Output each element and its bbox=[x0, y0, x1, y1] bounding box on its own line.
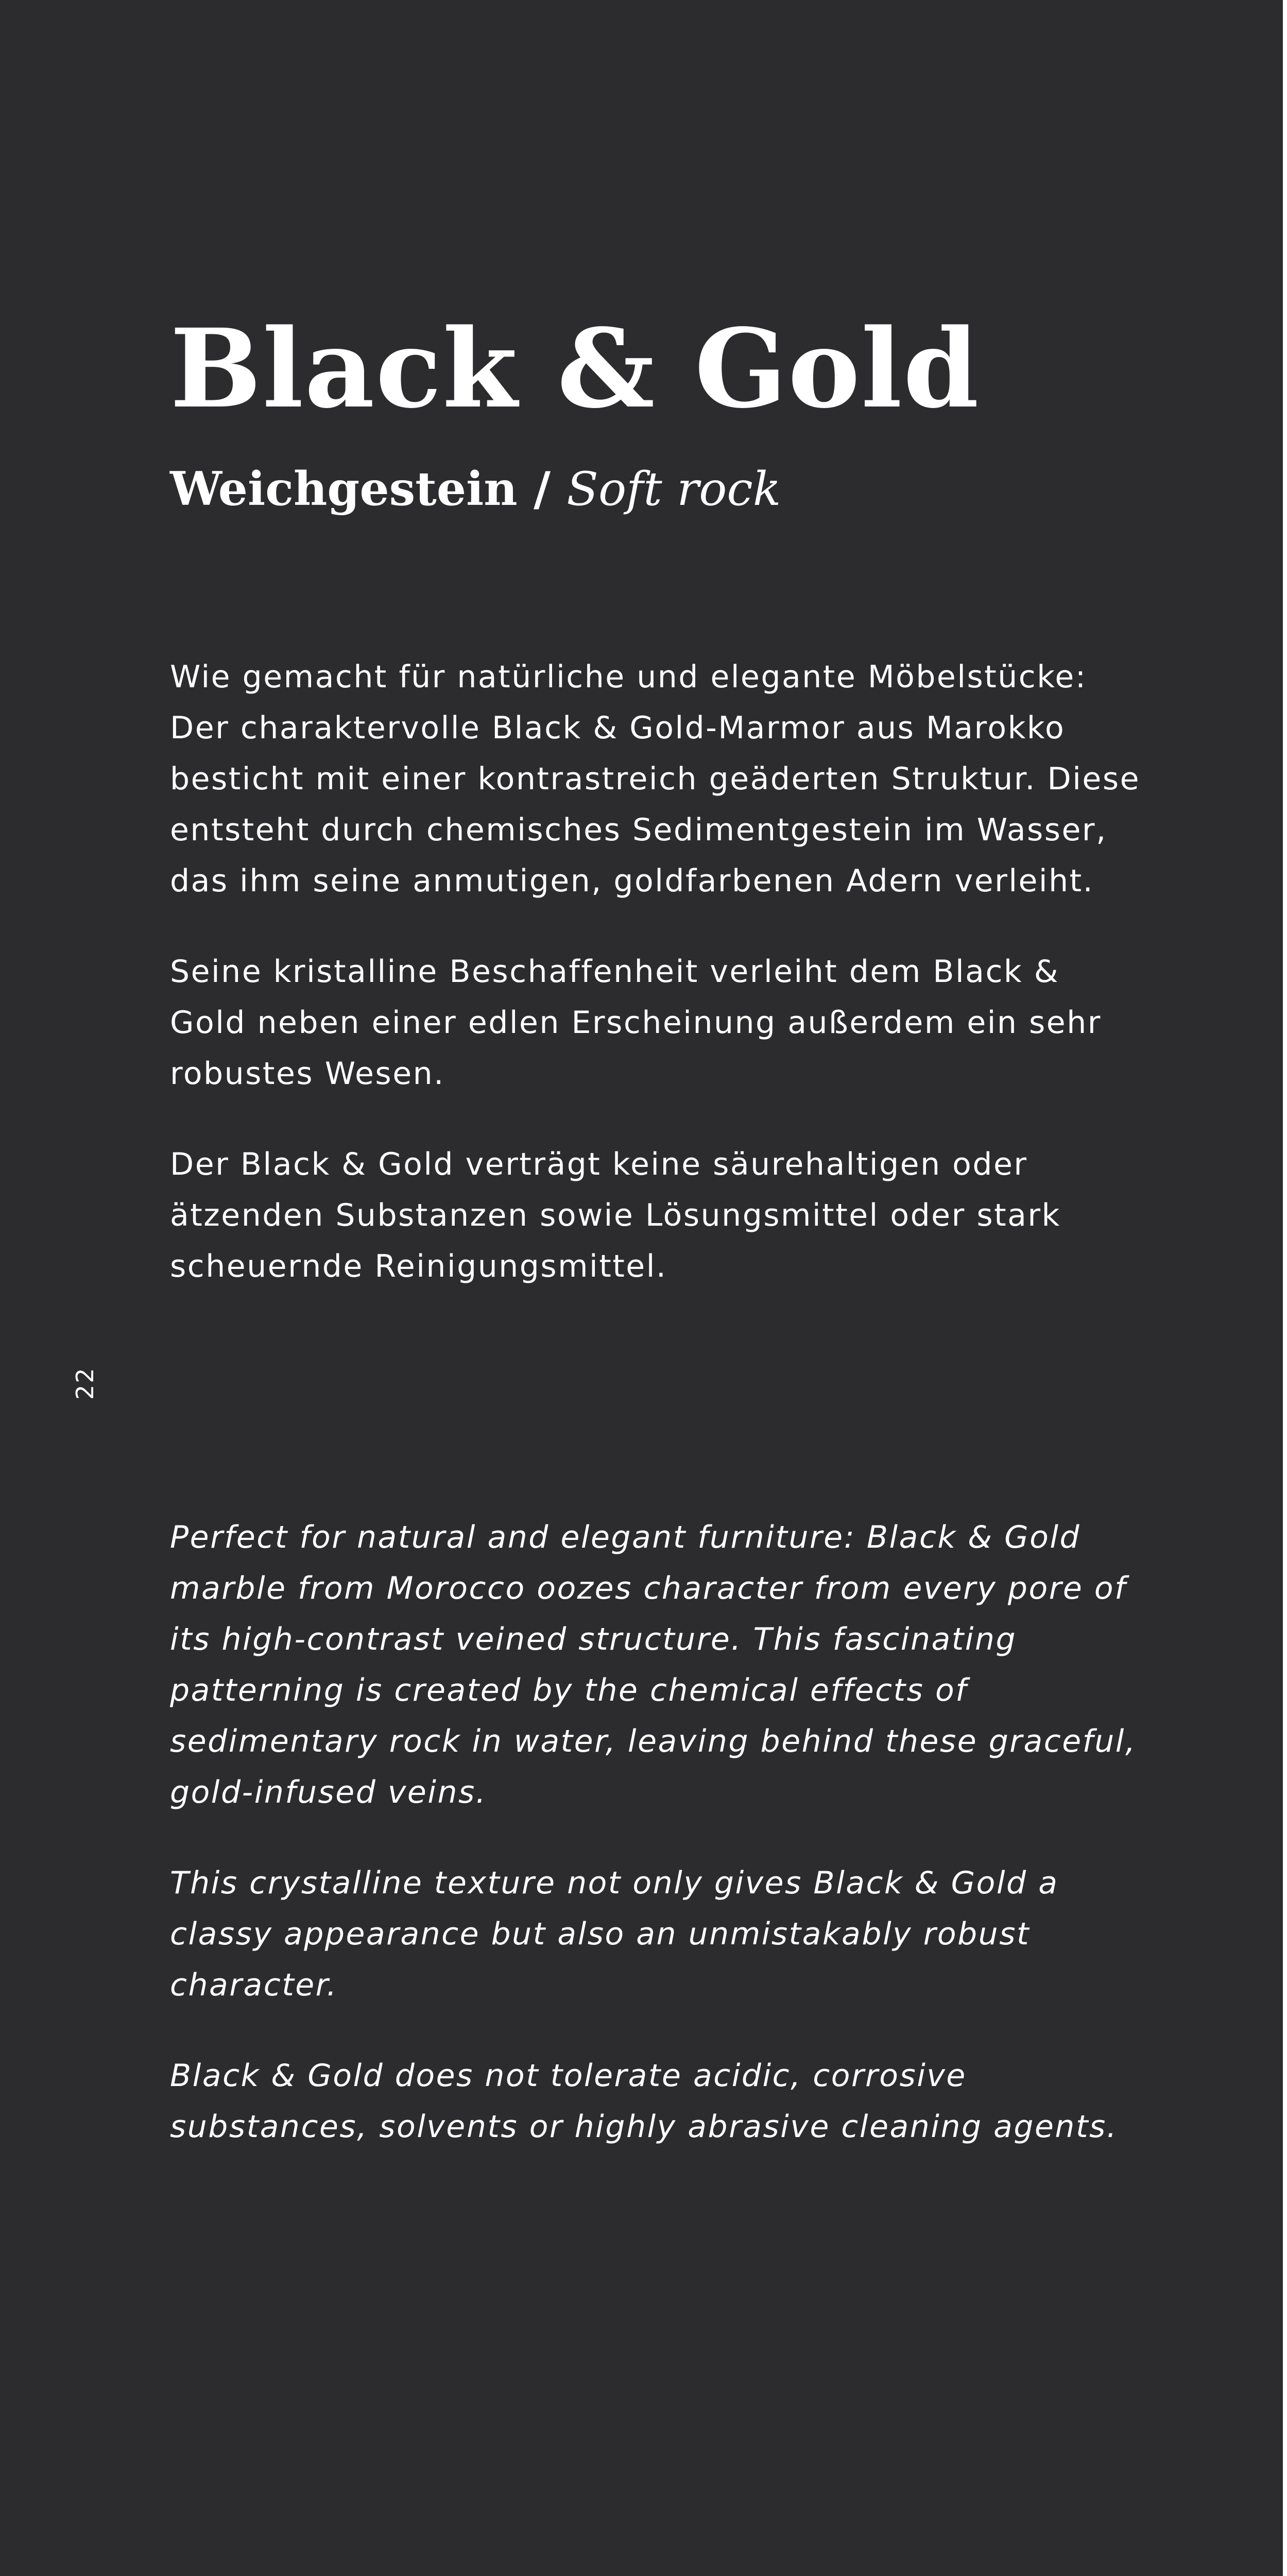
subtitle-german: Weichgestein bbox=[170, 462, 518, 516]
english-paragraph: Perfect for natural and elegant furniture: Black & Gold marble from Morocco oozes character from every pore of its high-contrast veined structure. This fascinating patterning is created by the chemical effects of sedimentary rock in water, leaving behind these graceful, gold-infused veins. bbox=[170, 1519, 1137, 1810]
page-number: 22 bbox=[71, 1366, 99, 1400]
english-paragraph: Black & Gold does not tolerate acidic, corrosive substances, solvents or highly abrasive cleaning agents. bbox=[170, 2058, 1118, 2145]
subtitle-english: Soft rock bbox=[567, 462, 781, 516]
german-paragraph: Der Black & Gold verträgt keine säurehaltigen oder ätzenden Substanzen sowie Lösungsmittel oder stark scheuernde Reinigungsmittel. bbox=[170, 1146, 1061, 1284]
english-description bbox=[170, 1512, 1143, 2192]
page-edge bbox=[1283, 0, 1287, 2576]
german-description bbox=[170, 652, 1143, 1332]
page-title: Black & Gold bbox=[170, 305, 980, 432]
german-paragraph: Seine kristalline Beschaffenheit verleiht dem Black & Gold neben einer edlen Erscheinung außerdem ein sehr robustes Wesen. bbox=[170, 954, 1102, 1092]
subtitle-separator: / bbox=[517, 462, 567, 516]
english-paragraph: This crystalline texture not only gives Black & Gold a classy appearance but also an unmistakably robust character. bbox=[170, 1865, 1059, 2003]
page-subtitle bbox=[170, 461, 781, 517]
german-paragraph: Wie gemacht für natürliche und elegante Möbelstücke: Der charaktervolle Black & Gold-Marmor aus Marokko besticht mit einer kontrastreich geäderten Struktur. Diese entsteht durch chemisches Sedimentgestein im Wasser, das ihm seine anmutigen, goldfarbenen Adern verleiht. bbox=[170, 659, 1141, 899]
